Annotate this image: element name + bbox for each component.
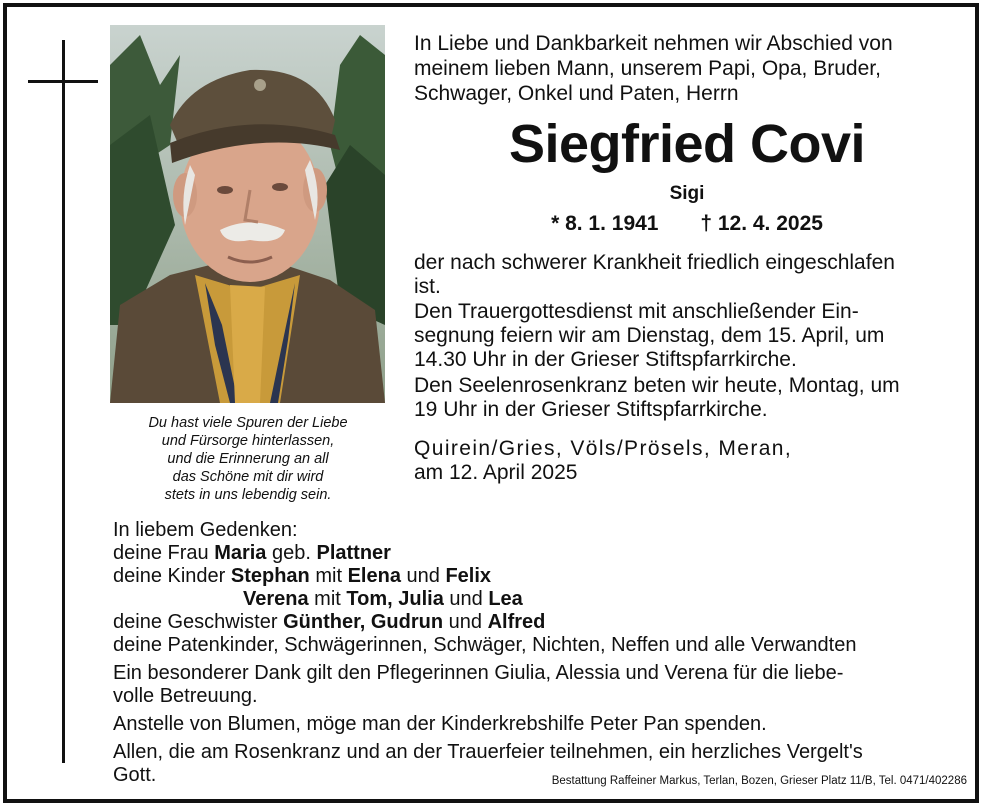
date-line: am 12. April 2025 bbox=[414, 461, 578, 484]
cross-icon-bar bbox=[28, 80, 98, 83]
service-line: segnung feiern wir am Dienstag, dem 15. April, um bbox=[414, 324, 885, 347]
life-dates bbox=[414, 212, 960, 236]
children-prefix: deine Kinder bbox=[113, 565, 226, 587]
wife-prefix: deine Frau bbox=[113, 542, 209, 564]
funeral-service bbox=[414, 300, 954, 372]
caption-line: stets in uns lebendig sein. bbox=[164, 487, 332, 503]
place-date bbox=[414, 437, 954, 485]
mourners-heading: In liebem Gedenken: bbox=[113, 519, 298, 541]
photo-caption bbox=[112, 414, 384, 504]
caption-line: Du hast viele Spuren der Liebe bbox=[148, 415, 348, 431]
service-line: 14.30 Uhr in der Grieser Stiftspfarrkirche. bbox=[414, 348, 797, 371]
child-name: Verena bbox=[243, 588, 309, 610]
wife-mid: geb. bbox=[272, 542, 311, 564]
conjunction: mit bbox=[314, 588, 341, 610]
relatives-line: deine Patenkinder, Schwägerinnen, Schwäger, Nichten, Neffen und alle Verwandten bbox=[113, 634, 857, 656]
cross-icon bbox=[62, 40, 65, 763]
sibling-name: Alfred bbox=[487, 611, 546, 633]
grandchild-name: Lea bbox=[488, 588, 523, 610]
conjunction: und bbox=[449, 588, 483, 610]
intro-line: Schwager, Onkel und Paten, Herrn bbox=[414, 82, 739, 105]
portrait-photo bbox=[110, 25, 385, 403]
partner-name: Elena bbox=[347, 565, 401, 587]
conjunction: mit bbox=[315, 565, 343, 587]
service-line: Den Trauergottesdienst mit anschließender Ein- bbox=[414, 300, 859, 323]
caption-line: und Fürsorge hinterlassen, bbox=[161, 433, 335, 449]
death-notice bbox=[414, 251, 954, 299]
grandchildren-names: Tom, Julia bbox=[346, 588, 444, 610]
notice-line: der nach schwerer Krankheit friedlich eingeschlafen bbox=[414, 251, 895, 274]
siblings-prefix: deine Geschwister bbox=[113, 611, 278, 633]
siblings-line bbox=[113, 611, 863, 634]
donation-line: Anstelle von Blumen, möge man der Kinderkrebshilfe Peter Pan spenden. bbox=[113, 713, 767, 735]
mourners-section bbox=[113, 519, 863, 787]
intro-line: meinem lieben Mann, unserem Papi, Opa, Bruder, bbox=[414, 57, 881, 80]
child-name: Stephan bbox=[230, 565, 310, 587]
thanks-line: volle Betreuung. bbox=[113, 685, 258, 707]
children-line bbox=[113, 565, 863, 588]
closing-line: Allen, die am Rosenkranz und an der Trauerfeier teilnehmen, ein herzliches Vergelt's bbox=[113, 741, 863, 763]
conjunction: und bbox=[406, 565, 440, 587]
deceased-name: Siegfried Covi bbox=[508, 114, 866, 174]
thanks-line: Ein besonderer Dank gilt den Pflegerinnen Giulia, Alessia und Verena für die liebe- bbox=[113, 662, 844, 684]
nickname: Sigi bbox=[669, 183, 705, 204]
wife-name: Maria bbox=[214, 542, 267, 564]
wife-maiden-name: Plattner bbox=[316, 542, 391, 564]
intro-line: In Liebe und Dankbarkeit nehmen wir Abschied von bbox=[414, 32, 893, 55]
closing-line: Gott. bbox=[113, 764, 157, 786]
funeral-home-footer: Bestattung Raffeiner Markus, Terlan, Bozen, Grieser Platz 11/B, Tel. 0471/402286 bbox=[551, 775, 967, 787]
rosary-notice bbox=[414, 374, 954, 422]
children-line-2 bbox=[113, 588, 863, 611]
wife-line bbox=[113, 542, 863, 565]
rosary-line: 19 Uhr in der Grieser Stiftspfarrkirche. bbox=[414, 398, 768, 421]
conjunction: und bbox=[448, 611, 483, 633]
caption-line: das Schöne mit dir wird bbox=[172, 469, 324, 485]
birth-date: * 8. 1. 1941 bbox=[551, 212, 659, 235]
notice-line: ist. bbox=[414, 275, 441, 298]
rosary-line: Den Seelenrosenkranz beten wir heute, Montag, um bbox=[414, 374, 900, 397]
sibling-names: Günther, Gudrun bbox=[283, 611, 444, 633]
death-date: † 12. 4. 2025 bbox=[700, 212, 823, 235]
intro-text bbox=[414, 31, 893, 106]
caption-line: und die Erinnerung an all bbox=[167, 451, 329, 467]
grandchild-name: Felix bbox=[445, 565, 492, 587]
place-line: Quirein/Gries, Völs/Prösels, Meran, bbox=[414, 437, 793, 460]
